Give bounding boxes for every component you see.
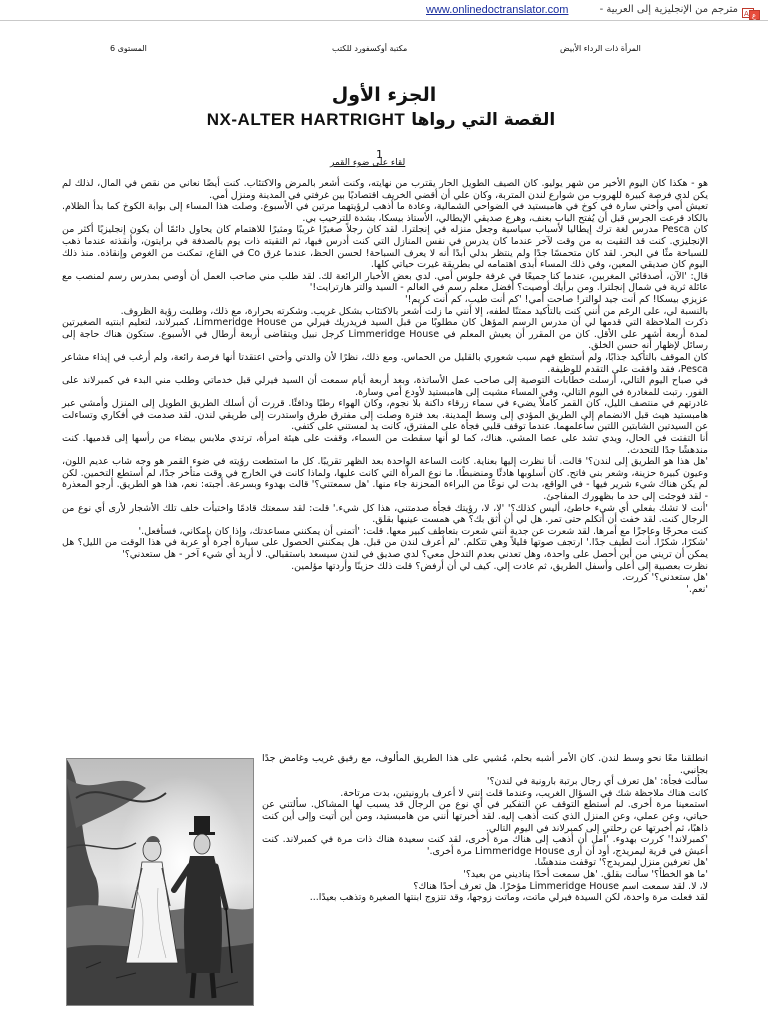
paragraph: لا، لا. لقد سمعت اسم Limmeridge House مؤخرًا. هل تعرف أحدًا هناك؟ — [413, 880, 708, 892]
paragraph: نظرت بعصبية إلى أعلى وأسفل الطريق، ثم عادت إلي. كيف لي أن أرفض؟ قلت ذلك حزينًا وأردتها مؤلمين. — [291, 560, 708, 572]
part-title: الجزء الأول — [331, 84, 437, 106]
paragraph: 'كمبرلاند!' كررت بهدوء. 'آمل أن أذهب إلى هناك مرة أخرى، لقد كنت سعيدة هناك ذات مرة في كمبرلاند. كنت أعيش في قرية ليمريدج، أود أن أرى Limmeridge House مرة أخرى.' — [262, 834, 708, 857]
publisher: مكتبة أوكسفورد للكتب — [332, 44, 408, 53]
paragraph: بالنسبة لي، على الرغم من أنني كنت بالتأكيد ممتنًا لطفه، إلا أنني ما زلت أشعر بالاكتئاب بشكل غريب. وشكرته بحرارة، مع ذلك، وطلبت رؤية الظروف. — [120, 305, 708, 317]
paragraph: كان الموقف بالتأكيد جذابًا، ولم أستطع فهم سبب شعوري بالقليل من الحماس. ومع ذلك، نظرًا لأن والدتي وأختي اعتقدتا أنها فرصة رائعة، ولم أرغب في إيذاء مشاعر Pesca، فقد وافقت على التقدم للوظيفة. — [62, 351, 708, 375]
translator-link[interactable]: www.onlinedoctranslator.com — [426, 4, 569, 16]
paragraph: لقد فعلت مرة واحدة، لكن السيدة فيرلي ماتت، وماتت زوجها، وقد تتزوج ابنتها الصغيرة وتذهب بعيدًا... — [309, 892, 708, 904]
svg-text:A: A — [744, 10, 749, 18]
story-title-english: NX-ALTER HARTRIGHT — [206, 110, 406, 129]
story-title — [0, 110, 768, 130]
paragraph: أنا التفتت في الحال، ويدي تشد على عصا المشي. هناك، كما لو أنها سقطت من السماء، وقفت على هيئة امرأة، ترتدي ملابس بيضاء من رأسها إلى قدميها. كنت مندهشًا جدًا للتحدث. — [62, 433, 708, 456]
paragraph: 'شكرًا، شكرًا. أنت لطيف جدًا.' ارتجف صوتها قليلاً وهي تتكلم. 'لم أعرف لندن من قبل. هل يمكنني الحصول على سيارة أجرة أو عربة في هذا الوقت من الليل؟ هل يمكن أن تريني من أين أحصل على واحدة، وهل تعدني بعدم التدخل معي؟ لدي صديق في لندن سيسعد باستقبالي. لا أريد أي شيء آخر - هل ستعدني؟' — [62, 537, 708, 560]
chapter-title: لقاء على ضوء القمر — [330, 158, 406, 168]
svg-text:ع: ع — [752, 12, 757, 20]
paragraph: كان Pesca مدرس لغة ترك إيطاليا لأسباب سياسية وجعل منزله في إنجلترا. لقد كان رجلاً صغيرًا غريبًا ومثيرًا للاهتمام كان يحاول دائمًا أن يكون إنجليزيًا أكثر من الإنجليزي. كنت قد التقيت به من وقت لآخر عندما كان يدرس في نفس المنازل التي كنت أدرس فيها، ثم التقيته ذات يوم بالصدفة في برايتون، وأنقذته عندما ذهب للسباحة مثًا في البحر. لقد كان متحمسًا جدًا ولم ينتظر بدلي أبدًا أنه لا يعرف السباحة! لحسن الحظ، عندما غرق Co في القاع، تمكنت من الغوص وإنقاذه. منذ ذلك اليوم كان صديقي المعين، وفي ذلك المساء أبدى اهتمامه لي بطريقة غيرت حياتي كلها. — [62, 224, 708, 271]
book-title: المرأة ذات الرداء الأبيض — [560, 44, 641, 53]
paragraph: هو - هكذا كان اليوم الأخير من شهر يوليو. كان الصيف الطويل الحار يقترب من نهايته، وكنت أشعر بالمرض والاكتئاب. كنت أيضًا نعاني من نقص في المال، لذلك لم يكن لدي فرصة كبيرة للهروب من شوارع لندن المتربة، وكان علي أن أقضي الخريف اقتصاديًا بين غرفتي في المدينة ومنزل أمي. — [62, 178, 708, 201]
body-text-top — [62, 178, 708, 595]
level-label: المستوى 6 — [110, 44, 147, 53]
body-text-side — [262, 753, 708, 904]
paragraph: 'هل تعرفين منزل ليمريدج؟' توقفت مندهشًا. — [534, 857, 708, 869]
paragraph: غادرتهم في منتصف الليل، كان القمر كاملاً يضيء في سماء زرقاء داكنة بلا نجوم، وكان الهواء رطبًا ودافئًا. قررت أن أسلك الطريق الطويل إلى المنزل وأمشي عبر هامبستيد هيث قبل الانضمام إلى الطريق المؤدي إلى وسط المدينة. بعد فترة وصلت إلى مفترق طرق واستدرت إلى طريقي لندن. لقد صدمت في أفكاري وتساءلت عن السيدتين الشابتين اللتين سأعلمهما. عندما توقف قلبي فجأة على المفترق، كانت يد لمستني على كتفي. — [62, 398, 708, 433]
translator-logo-icon[interactable] — [742, 5, 760, 20]
translator-label: مترجم من الإنجليزية إلى العربية - — [599, 4, 738, 15]
paragraph: عزيزي بيسكا! كم أنت جيد لوالتر! صاحت أمي! 'كم أنت طيب، كم أنت كريم!' — [405, 293, 708, 305]
paragraph: كنت محرجًا وعاجزًا مع أمرها. لقد شعرت عن جدية أنني شعرت بتعاطف كبير معها. قلت: 'أتمنى أن يمكنني مساعدتك، وإذا كان بإمكاني، فسأفعل.' — [138, 525, 708, 537]
paragraph: 'نعم.' — [686, 583, 708, 595]
paragraph: 'هل ستعدني؟' كررت. — [622, 572, 708, 584]
paragraph: استمعينا مرة أخرى. لم أستطع التوقف عن التفكير في أي نوع من الرجال قد يسبب لها المشاكل. سألتني عن حياتي، وعن عملي، وعن المنزل الذي كنت أذهب إليه. لقد أخبرتها أنني من هامبستيد، ومن أين أتيت وإلى أين كنت ذاهبًا، ثم أخبرتها عن رحلتي إلى كمبرلاند في اليوم التالي. — [262, 799, 708, 834]
translator-bar — [0, 0, 768, 22]
paragraph: 'هل هذا هو الطريق إلى لندن؟' قالت. أنا نظرت إليها بعناية. كانت الساعة الواحدة بعد الظهر تقريبًا. كل ما استطعت رؤيته في ضوء القمر هو وجه شاب عديم اللون، وعيون كبيرة حزينة، وشعر بني فاتح. كان أسلوبها هادئًا ومنضبطًا. ما نوع المرأة التي كانت عليها، ولماذا كانت في الخارج في وقت متأخر جدًا، لم أستطع التخمين. لكن لم يكن هناك شيء شرير فيها - في الواقع، بدت لي نوعًا من البراءة المحزنة جاء منها. 'هل سمعتني؟' قالت بهدوء وبسرعة. أجبته: نعم، هذا هو الطريق. أرجو المعذرة - لقد فوجئت إلى حد ما بظهورك المفاجئ. — [62, 456, 708, 503]
paragraph: 'ما هو الخطأ؟' سألت بقلق. 'هل سمعت أحدًا يناديني من بعيد؟' — [463, 868, 708, 880]
chapter-number: 1 — [376, 148, 383, 161]
paragraph: تعيش أمي وأختي سارة في كوخ في هامبستيد في الضواحي الشمالية، وعادة ما أذهب لرؤيتهما مرتين في الأسبوع. وصلت هذا المساء إلى بوابة الكوخ كما بدأ الظلام. بالكاد قرعت الجرس قبل أن يُفتح الباب بعنف، وهرع صديقي الإيطالي، الأستاذ بيسكا، بشدة للترحيب بي. — [62, 201, 708, 224]
paragraph: 'أنت لا تشك بفعلي أي شيء خاطئ، أليس كذلك؟' 'لا، لا، رؤيتك فجأة صدمتني، هذا كل شيء.' قلت: لقد سمعتك قادمًا واختبأت خلف تلك الأشجار لأرى أي نوع من الرجال كنت. لقد خفت أن أتكلم حتى تمر. هل لي أن أثق بك؟ هي همست عينيها بقلق. — [62, 502, 708, 526]
paragraph: كانت هناك ملاحظة شك في السؤال الغريب، وعندما قلت إنني لا أعرف بارونيتين، بدت مرتاحة. — [340, 787, 708, 799]
paragraph: انطلقنا معًا نحو وسط لندن. كان الأمر أشبه بحلم، مُشيي على هذا الطريق المألوف، مع رفيق غريب وغامض جدًا بجانبي. — [262, 753, 708, 776]
paragraph: قال: 'الآن، أصدقائي المغربين، عندما كنا جميعًا في غرفة جلوس أمي. لدي بعض الأخبار الرائعة لك. لقد طلب مني صاحب العمل أن أوصي بمدرس رسم لمنصب مع عائلة ثرية في شمال إنجلترا. ومن برأيك أوصيت؟ أفضل معلم رسم في العالم - السيد والتر هارترايت!' — [62, 270, 708, 294]
illustration-moonlit-meeting — [66, 758, 254, 1006]
paragraph: سألت فجأة: 'هل تعرف أي رجال برتبة بارونية في لندن؟' — [486, 776, 708, 788]
paragraph: ذكرت الملاحظة التي قدمها لي أن مدرس الرسم المؤهل كان مطلوبًا من قبل السيد فريدريك فيرلي من Limmeridge House، كمبرلاند، لتعليم ابنتيه الصغيرتين لمدة أربعة أشهر على الأقل. كان من المقرر أن يعيش المعلم في Limmeridge House كرجل نبيل ويتقاضى أربعة أرطال في الأسبوع. ستكون هناك حاجة إلى رسائل لإظهار أنه حسن الخلق. — [62, 317, 708, 352]
story-title-arabic: القصة التي رواها — [411, 110, 556, 130]
divider — [0, 20, 768, 21]
paragraph: في صباح اليوم التالي، أرسلت خطابات التوصية إلى صاحب عمل الأساتذة، وبعد أربعة أيام سمعت أن السيد فيرلي قبل خدماتي وطلب مني البدء في كمبرلاند على الفور. رتبت للمغادرة في اليوم التالي، وفي المساء مشيت إلى هامبستيد لأودع أمي وسارة. — [62, 375, 708, 398]
